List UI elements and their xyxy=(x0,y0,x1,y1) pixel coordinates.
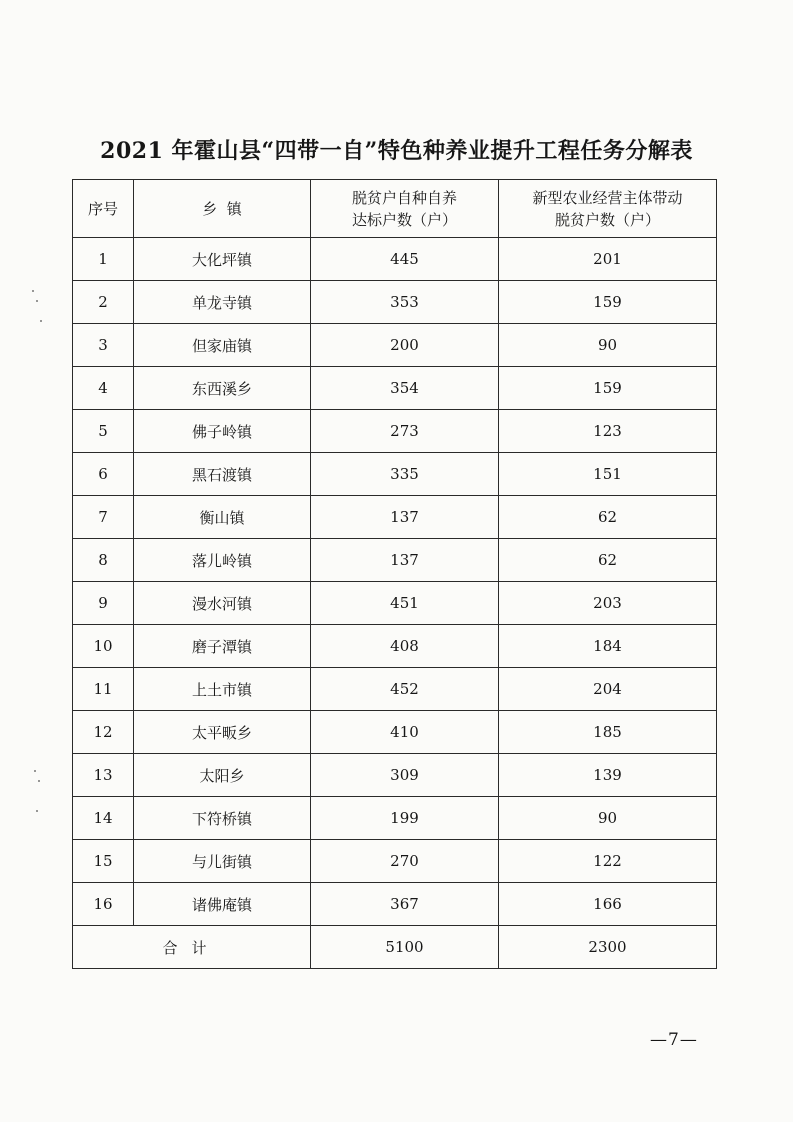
row-serial-number: 8 xyxy=(73,539,134,582)
table-row xyxy=(73,410,717,453)
row-town: 太阳乡 xyxy=(134,754,311,797)
row-town: 但家庙镇 xyxy=(134,324,311,367)
row-entity-led: 122 xyxy=(499,840,717,883)
row-serial-number: 11 xyxy=(73,668,134,711)
row-entity-led: 62 xyxy=(499,539,717,582)
row-serial-number: 16 xyxy=(73,883,134,926)
row-town: 上土市镇 xyxy=(134,668,311,711)
row-town: 黑石渡镇 xyxy=(134,453,311,496)
row-entity-led: 90 xyxy=(499,797,717,840)
row-self-farming: 273 xyxy=(311,410,499,453)
total-label xyxy=(73,926,311,969)
table-total-row xyxy=(73,926,717,969)
row-town: 下符桥镇 xyxy=(134,797,311,840)
table-row xyxy=(73,539,717,582)
row-entity-led: 151 xyxy=(499,453,717,496)
table-row xyxy=(73,324,717,367)
row-town: 大化坪镇 xyxy=(134,238,311,281)
row-town: 落儿岭镇 xyxy=(134,539,311,582)
row-serial-number: 6 xyxy=(73,453,134,496)
row-serial-number: 10 xyxy=(73,625,134,668)
table-header-row xyxy=(73,180,717,238)
header-led-line1: 新型农业经营主体带动 xyxy=(532,188,683,207)
row-serial-number: 13 xyxy=(73,754,134,797)
row-entity-led: 90 xyxy=(499,324,717,367)
row-self-farming: 137 xyxy=(311,496,499,539)
row-serial-number: 7 xyxy=(73,496,134,539)
table-row xyxy=(73,582,717,625)
row-self-farming: 445 xyxy=(311,238,499,281)
row-entity-led: 139 xyxy=(499,754,717,797)
header-town xyxy=(134,180,311,238)
row-town: 太平畈乡 xyxy=(134,711,311,754)
row-serial-number: 1 xyxy=(73,238,134,281)
total-label-text: 合计 xyxy=(162,938,221,957)
row-self-farming: 200 xyxy=(311,324,499,367)
row-self-farming: 335 xyxy=(311,453,499,496)
row-entity-led: 201 xyxy=(499,238,717,281)
scan-specks xyxy=(22,280,52,840)
row-self-farming: 367 xyxy=(311,883,499,926)
row-self-farming: 137 xyxy=(311,539,499,582)
row-entity-led: 159 xyxy=(499,367,717,410)
row-town: 衡山镇 xyxy=(134,496,311,539)
table-row xyxy=(73,281,717,324)
row-self-farming: 408 xyxy=(311,625,499,668)
header-self-line2: 达标户数（户） xyxy=(351,210,457,229)
row-entity-led: 185 xyxy=(499,711,717,754)
row-entity-led: 204 xyxy=(499,668,717,711)
total-self-farming: 5100 xyxy=(311,926,499,969)
row-entity-led: 123 xyxy=(499,410,717,453)
table-row xyxy=(73,238,717,281)
row-self-farming: 309 xyxy=(311,754,499,797)
row-serial-number: 9 xyxy=(73,582,134,625)
row-serial-number: 5 xyxy=(73,410,134,453)
row-town: 单龙寺镇 xyxy=(134,281,311,324)
row-town: 诸佛庵镇 xyxy=(134,883,311,926)
total-entity-led: 2300 xyxy=(499,926,717,969)
row-self-farming: 270 xyxy=(311,840,499,883)
row-town: 磨子潭镇 xyxy=(134,625,311,668)
table-row xyxy=(73,797,717,840)
row-town: 东西溪乡 xyxy=(134,367,311,410)
header-serial-number: 序号 xyxy=(73,180,134,238)
row-entity-led: 62 xyxy=(499,496,717,539)
row-serial-number: 12 xyxy=(73,711,134,754)
row-entity-led: 159 xyxy=(499,281,717,324)
row-entity-led: 166 xyxy=(499,883,717,926)
row-town: 与儿街镇 xyxy=(134,840,311,883)
header-town-label: 乡 镇 xyxy=(202,199,242,218)
table-row xyxy=(73,840,717,883)
row-town: 佛子岭镇 xyxy=(134,410,311,453)
row-serial-number: 3 xyxy=(73,324,134,367)
row-self-farming: 410 xyxy=(311,711,499,754)
table-row xyxy=(73,754,717,797)
row-serial-number: 15 xyxy=(73,840,134,883)
table-row xyxy=(73,496,717,539)
row-serial-number: 4 xyxy=(73,367,134,410)
table-row xyxy=(73,625,717,668)
row-self-farming: 451 xyxy=(311,582,499,625)
table-row xyxy=(73,367,717,410)
row-entity-led: 184 xyxy=(499,625,717,668)
table-row xyxy=(73,883,717,926)
table-row xyxy=(73,711,717,754)
row-entity-led: 203 xyxy=(499,582,717,625)
header-entity-led-households xyxy=(499,180,717,238)
header-self-farming-households xyxy=(311,180,499,238)
row-serial-number: 2 xyxy=(73,281,134,324)
task-breakdown-table xyxy=(72,179,717,969)
row-self-farming: 452 xyxy=(311,668,499,711)
header-led-line2: 脱贫户数（户） xyxy=(554,210,660,229)
page-number: —7— xyxy=(650,1030,698,1050)
row-self-farming: 199 xyxy=(311,797,499,840)
document-title: 2021 年霍山县“四带一自”特色种养业提升工程任务分解表 xyxy=(100,138,693,164)
row-town: 漫水河镇 xyxy=(134,582,311,625)
row-self-farming: 354 xyxy=(311,367,499,410)
header-self-line1: 脱贫户自种自养 xyxy=(351,188,457,207)
row-self-farming: 353 xyxy=(311,281,499,324)
row-serial-number: 14 xyxy=(73,797,134,840)
table-row xyxy=(73,453,717,496)
table-row xyxy=(73,668,717,711)
